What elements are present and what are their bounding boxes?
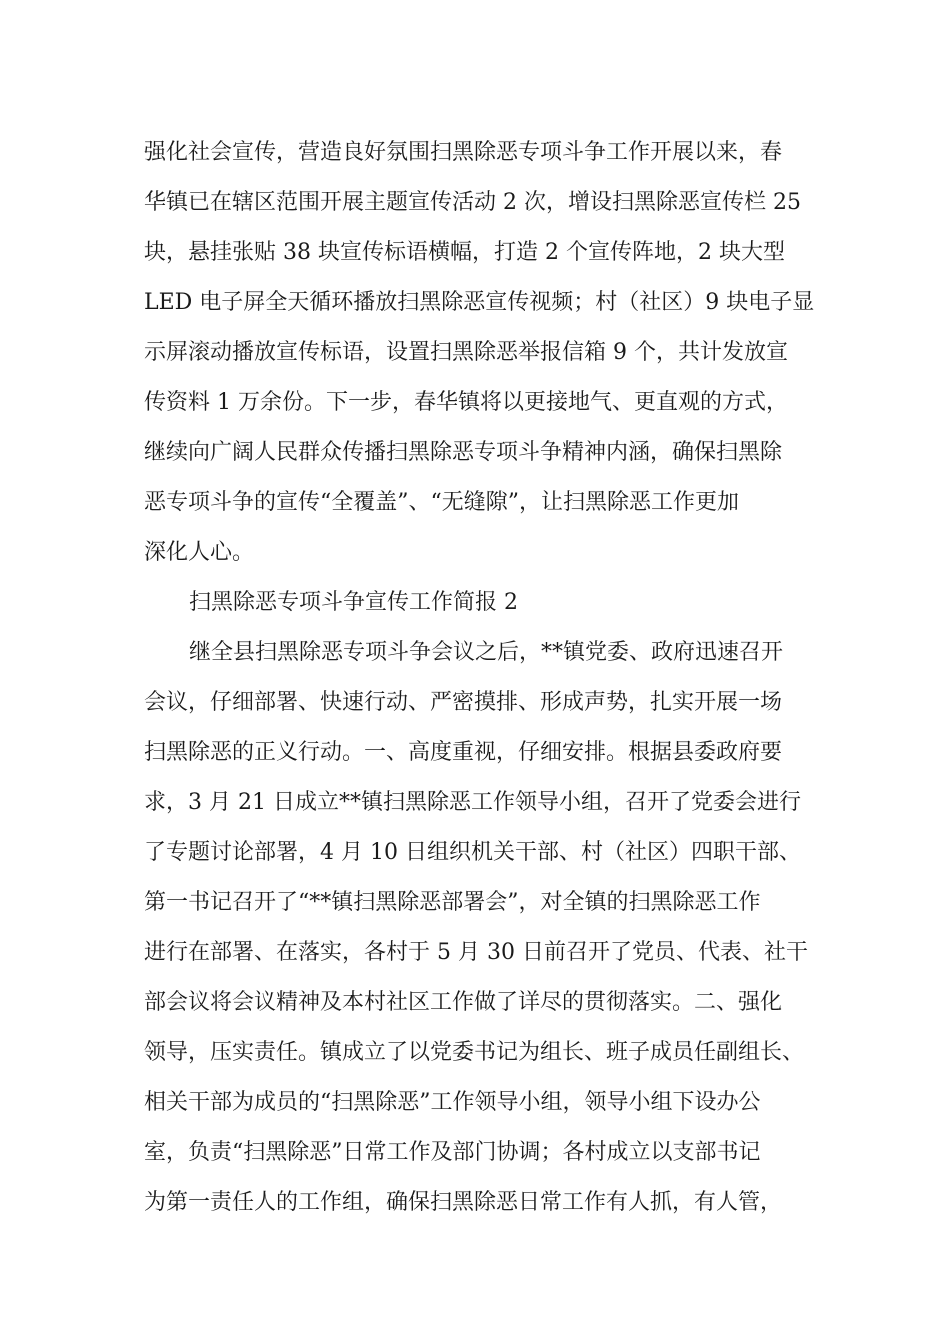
text-line: 示屏滚动播放宣传标语，设置扫黑除恶举报信箱 9 个，共计发放宣 (144, 340, 788, 365)
text-line: 领导，压实责任。镇成立了以党委书记为组长、班子成员任副组长、 (144, 1040, 805, 1065)
text-line: 室，负责“扫黑除恶”日常工作及部门协调；各村成立以支部书记 (144, 1140, 761, 1165)
text-line: 进行在部署、在落实，各村于 5 月 30 日前召开了党员、代表、社干 (144, 940, 808, 965)
text-line: 恶专项斗争的宣传“全覆盖”、“无缝隙”，让扫黑除恶工作更加 (144, 490, 739, 515)
text-line: 了专题讨论部署，4 月 10 日组织机关干部、村（社区）四职干部、 (144, 840, 801, 865)
text-line: 第一书记召开了“**镇扫黑除恶部署会”，对全镇的扫黑除恶工作 (144, 890, 761, 915)
text-line: 部会议将会议精神及本村社区工作做了详尽的贯彻落实。二、强化 (144, 990, 783, 1015)
text-line: 继全县扫黑除恶专项斗争会议之后，**镇党委、政府迅速召开 (189, 640, 784, 665)
text-line: LED 电子屏全天循环播放扫黑除恶宣传视频；村（社区）9 块电子显 (144, 290, 814, 315)
text-line: 华镇已在辖区范围开展主题宣传活动 2 次，增设扫黑除恶宣传栏 25 (144, 190, 801, 215)
text-line: 相关干部为成员的“扫黑除恶”工作领导小组，领导小组下设办公 (144, 1090, 761, 1115)
section-heading: 扫黑除恶专项斗争宣传工作简报 2 (189, 590, 518, 615)
text-line: 深化人心。 (144, 540, 255, 565)
document-body (144, 128, 814, 1228)
text-line: 传资料 1 万余份。下一步，春华镇将以更接地气、更直观的方式， (144, 390, 788, 415)
text-line: 为第一责任人的工作组，确保扫黑除恶日常工作有人抓，有人管， (144, 1190, 783, 1215)
text-line: 会议，仔细部署、快速行动、严密摸排、形成声势，扎实开展一场 (144, 690, 783, 715)
text-line: 继续向广阔人民群众传播扫黑除恶专项斗争精神内涵，确保扫黑除 (144, 440, 783, 465)
text-line: 强化社会宣传，营造良好氛围扫黑除恶专项斗争工作开展以来，春 (144, 140, 783, 165)
text-line: 求，3 月 21 日成立**镇扫黑除恶工作领导小组，召开了党委会进行 (144, 790, 801, 815)
text-line: 块，悬挂张贴 38 块宣传标语横幅，打造 2 个宣传阵地，2 块大型 (144, 240, 785, 265)
text-line: 扫黑除恶的正义行动。一、高度重视，仔细安排。根据县委政府要 (144, 740, 783, 765)
